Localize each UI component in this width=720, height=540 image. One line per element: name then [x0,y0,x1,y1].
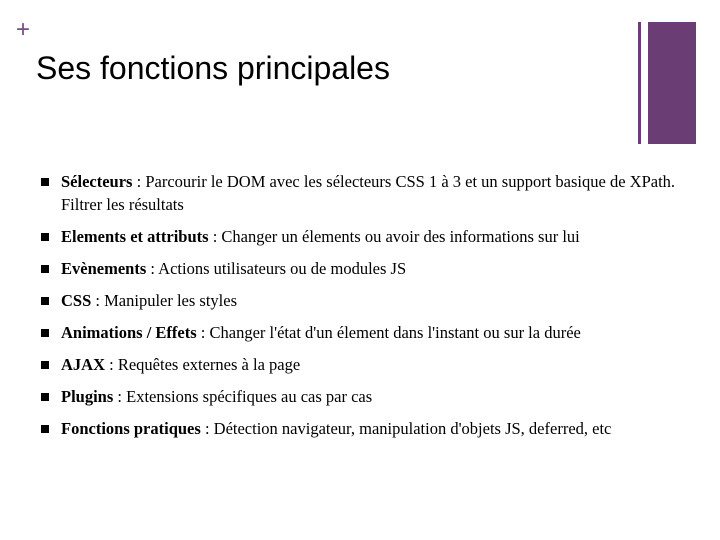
list-item [40,225,680,248]
item-term: AJAX [61,355,105,374]
square-bullet-icon [41,265,49,273]
list-item [40,257,680,280]
square-bullet-icon [41,393,49,401]
item-description: : Parcourir le DOM avec les sélecteurs CSS 1 à 3 et un support basique de XPath. Filtrer les résultats [61,172,676,214]
list-item [40,321,680,344]
item-term: Fonctions pratiques [61,419,201,438]
accent-bar-thick [648,22,696,144]
list-item [40,385,680,408]
item-description: : Changer l'état d'un élement dans l'instant ou sur la durée [196,323,581,342]
accent-bar-thin [638,22,641,144]
square-bullet-icon [41,361,49,369]
item-description: : Extensions spécifiques au cas par cas [113,387,373,406]
list-item [40,353,680,376]
square-bullet-icon [41,233,49,241]
item-description: : Actions utilisateurs ou de modules JS [146,259,407,278]
slide-title: Ses fonctions principales [36,50,390,86]
list-item [40,417,680,440]
plus-icon: + [16,16,31,43]
square-bullet-icon [41,329,49,337]
item-description: : Changer un élements ou avoir des informations sur lui [208,227,580,246]
item-term: Evènements [61,259,147,278]
item-description: : Manipuler les styles [91,291,238,310]
list-item [40,170,680,216]
item-term: CSS [61,291,92,310]
square-bullet-icon [41,425,49,433]
item-term: Elements et attributs [61,227,209,246]
item-description: : Détection navigateur, manipulation d'objets JS, deferred, etc [200,419,612,438]
square-bullet-icon [41,297,49,305]
item-description: : Requêtes externes à la page [105,355,301,374]
square-bullet-icon [41,178,49,186]
list-item [40,289,680,312]
item-term: Sélecteurs [61,172,133,191]
item-term: Animations / Effets [61,323,197,342]
bullet-list [40,170,680,449]
item-term: Plugins [61,387,114,406]
